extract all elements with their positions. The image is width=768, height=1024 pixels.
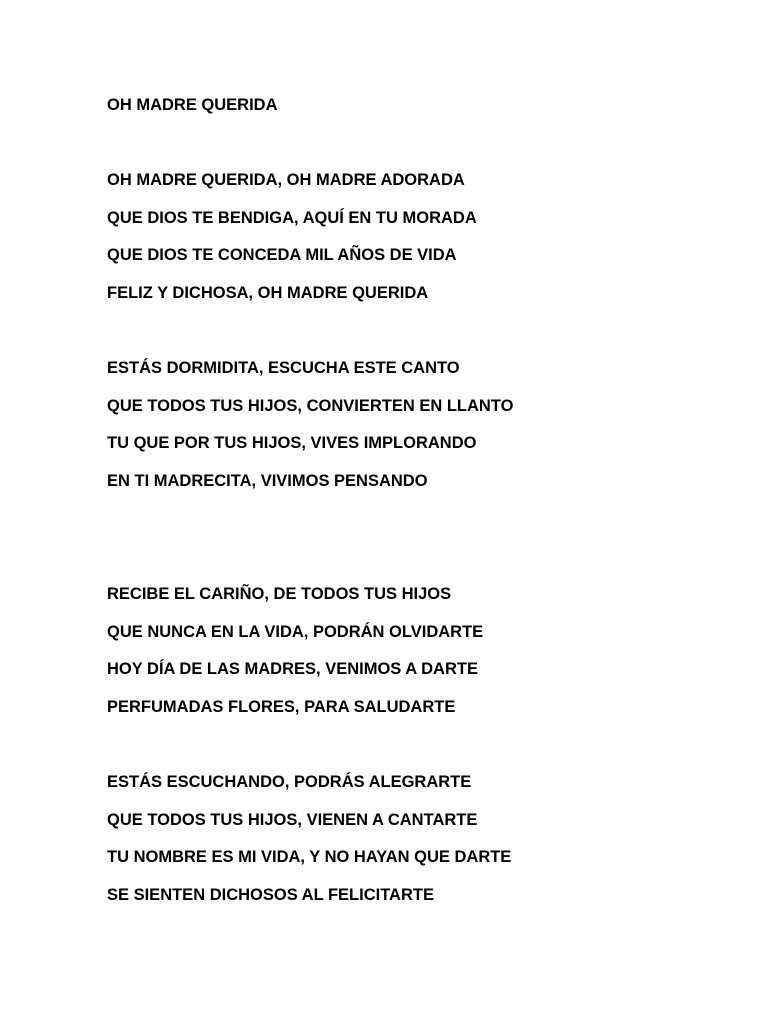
stanza-line: FELIZ Y DICHOSA, OH MADRE QUERIDA	[107, 284, 429, 302]
document-title: OH MADRE QUERIDA	[107, 96, 278, 114]
stanza-line: TU QUE POR TUS HIJOS, VIVES IMPLORANDO	[107, 434, 477, 452]
stanza-line: QUE TODOS TUS HIJOS, VIENEN A CANTARTE	[107, 811, 478, 829]
stanza-line: QUE DIOS TE CONCEDA MIL AÑOS DE VIDA	[107, 246, 457, 264]
stanza-line: ESTÁS DORMIDITA, ESCUCHA ESTE CANTO	[107, 359, 460, 377]
stanza-line: PERFUMADAS FLORES, PARA SALUDARTE	[107, 698, 456, 716]
stanza-line: QUE DIOS TE BENDIGA, AQUÍ EN TU MORADA	[107, 209, 477, 227]
stanza-line: OH MADRE QUERIDA, OH MADRE ADORADA	[107, 171, 465, 189]
stanza-line: SE SIENTEN DICHOSOS AL FELICITARTE	[107, 886, 434, 904]
stanza-line: ESTÁS ESCUCHANDO, PODRÁS ALEGRARTE	[107, 773, 472, 791]
stanza-line: HOY DÍA DE LAS MADRES, VENIMOS A DARTE	[107, 660, 478, 678]
stanza-line: TU NOMBRE ES MI VIDA, Y NO HAYAN QUE DARTE	[107, 848, 512, 866]
stanza-line: EN TI MADRECITA, VIVIMOS PENSANDO	[107, 472, 428, 490]
stanza-line: QUE TODOS TUS HIJOS, CONVIERTEN EN LLANTO	[107, 397, 514, 415]
stanza-line: RECIBE EL CARIÑO, DE TODOS TUS HIJOS	[107, 585, 452, 603]
stanza-line: QUE NUNCA EN LA VIDA, PODRÁN OLVIDARTE	[107, 623, 484, 641]
